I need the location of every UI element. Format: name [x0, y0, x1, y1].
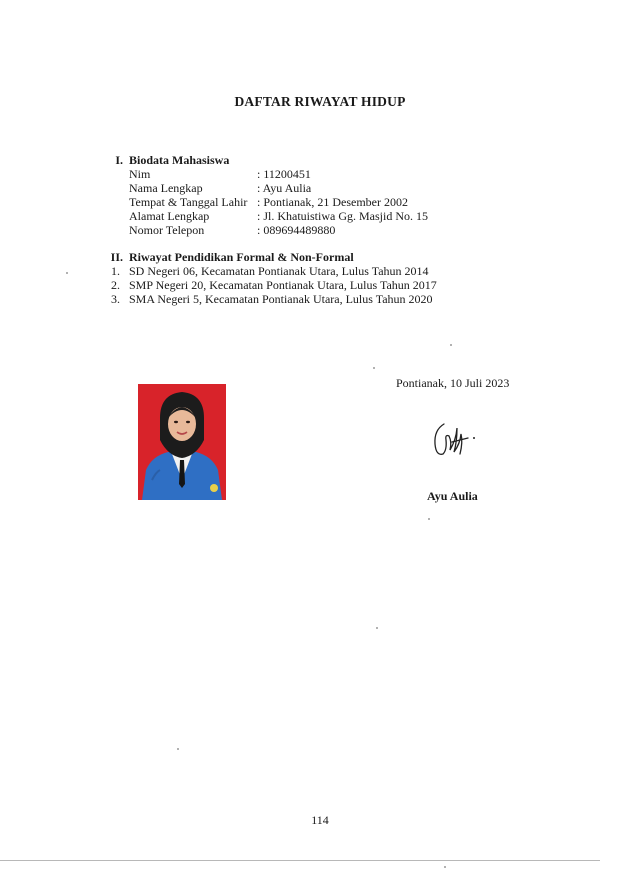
field-value: : Pontianak, 21 Desember 2002 — [257, 195, 408, 209]
item-text: SMA Negeri 5, Kecamatan Pontianak Utara, Lulus Tahun 2020 — [129, 292, 433, 306]
scan-speck — [177, 748, 179, 750]
scan-edge-line — [0, 860, 600, 861]
biodata-row-birth — [129, 195, 408, 209]
item-text: SD Negeri 06, Kecamatan Pontianak Utara, Lulus Tahun 2014 — [129, 264, 429, 278]
biodata-row-address — [129, 209, 428, 223]
item-text: SMP Negeri 20, Kecamatan Pontianak Utara, Lulus Tahun 2017 — [129, 278, 437, 292]
biodata-row-phone — [129, 223, 335, 237]
biodata-heading — [108, 153, 229, 168]
page-number: 114 — [311, 813, 329, 827]
scan-speck — [444, 866, 446, 868]
item-number: 3. — [111, 292, 120, 306]
section-title: Biodata Mahasiswa — [129, 153, 230, 167]
item-number: 2. — [111, 278, 120, 292]
section-title: Riwayat Pendidikan Formal & Non-Formal — [129, 250, 354, 264]
field-label: Alamat Lengkap — [129, 209, 210, 223]
field-label: Nama Lengkap — [129, 181, 203, 195]
biodata-row-name — [129, 181, 311, 195]
item-number: 1. — [111, 264, 120, 278]
portrait-illustration — [138, 384, 226, 500]
education-item — [111, 264, 429, 279]
field-value: : 11200451 — [257, 167, 311, 181]
section-number: I. — [115, 153, 123, 167]
signer-name: Ayu Aulia — [427, 489, 478, 503]
scan-speck — [450, 344, 452, 346]
scan-speck — [428, 518, 430, 520]
signature-icon — [430, 414, 480, 462]
section-number: II. — [110, 250, 123, 264]
scan-speck — [376, 627, 378, 629]
education-item — [111, 278, 437, 293]
field-label: Nomor Telepon — [129, 223, 205, 237]
field-value: : Ayu Aulia — [257, 181, 312, 195]
field-label: Nim — [129, 167, 151, 181]
education-item — [111, 292, 433, 307]
scan-speck — [373, 367, 375, 369]
profile-photo — [138, 384, 226, 500]
field-value: : Jl. Khatuistiwa Gg. Masjid No. 15 — [257, 209, 428, 223]
document-title: DAFTAR RIWAYAT HIDUP — [234, 94, 406, 109]
biodata-row-nim — [129, 167, 311, 181]
education-heading — [108, 250, 354, 265]
place-date: Pontianak, 10 Juli 2023 — [396, 376, 510, 390]
field-value: : 089694489880 — [257, 223, 336, 237]
scan-speck — [66, 272, 68, 274]
field-label: Tempat & Tanggal Lahir — [129, 195, 248, 209]
